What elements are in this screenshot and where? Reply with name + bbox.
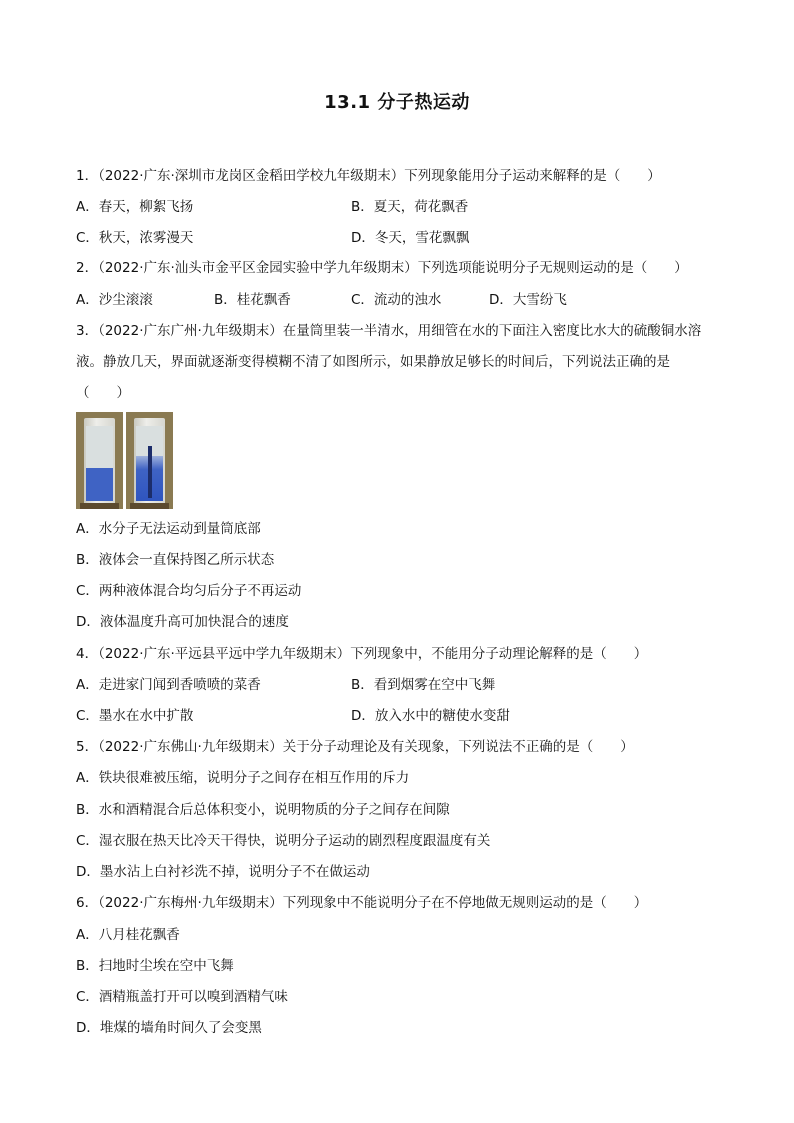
question-2-stem: 2．（2022·广东·汕头市金平区金园实验中学九年级期末）下列选项能说明分子无规则运动的是（ ） — [76, 260, 688, 276]
question-2-option-d: D．大雪纷飞 — [489, 292, 567, 308]
question-6-option-a: A．八月桂花飘香 — [76, 927, 180, 943]
question-4-option-d: D．放入水中的糖使水变甜 — [351, 708, 510, 724]
question-2-option-c: C．流动的浊水 — [351, 292, 442, 308]
question-5-option-a: A．铁块很难被压缩，说明分子之间存在相互作用的斥力 — [76, 770, 410, 786]
question-5-option-d: D．墨水沾上白衬衫洗不掉，说明分子不在做运动 — [76, 864, 370, 880]
cylinder-photo-yi — [126, 412, 173, 509]
question-2-option-a: A．沙尘滚滚 — [76, 292, 153, 308]
question-1-option-d: D．冬天，雪花飘飘 — [351, 230, 470, 246]
question-3-stem-line-2: 液。静放几天，界面就逐渐变得模糊不清了如图所示，如果静放足够长的时间后，下列说法正确的是 — [76, 354, 670, 370]
question-1-stem: 1．（2022·广东·深圳市龙岗区金稻田学校九年级期末）下列现象能用分子运动来解释的是（ ） — [76, 168, 661, 184]
question-4-option-b: B．看到烟雾在空中飞舞 — [351, 677, 496, 693]
question-6-option-d: D．堆煤的墙角时间久了会变黑 — [76, 1020, 262, 1036]
question-3-option-c: C．两种液体混合均匀后分子不再运动 — [76, 583, 302, 599]
question-5-option-c: C．湿衣服在热天比冷天干得快，说明分子运动的剧烈程度跟温度有关 — [76, 833, 491, 849]
question-1-option-b: B．夏天，荷花飘香 — [351, 199, 469, 215]
question-1-option-c: C．秋天，浓雾漫天 — [76, 230, 194, 246]
question-1-option-a: A．春天，柳絮飞扬 — [76, 199, 194, 215]
question-4-option-c: C．墨水在水中扩散 — [76, 708, 194, 724]
question-6-option-b: B．扫地时尘埃在空中飞舞 — [76, 958, 234, 974]
question-3-stem-line-3: （ ） — [76, 385, 130, 401]
question-6-stem: 6．（2022·广东梅州·九年级期末）下列现象中不能说明分子在不停地做无规则运动的是（ ） — [76, 895, 648, 911]
question-3-option-a: A．水分子无法运动到量筒底部 — [76, 521, 261, 537]
question-3-stem-line-1: 3．（2022·广东广州·九年级期末）在量筒里装一半清水，用细管在水的下面注入密度比水大的硫酸铜水溶 — [76, 323, 702, 339]
question-4-option-a: A．走进家门闻到香喷喷的菜香 — [76, 677, 261, 693]
graduated-cylinder-photo — [76, 412, 173, 509]
question-4-stem: 4．（2022·广东·平远县平远中学九年级期末）下列现象中，不能用分子动理论解释的是（ ） — [76, 646, 648, 662]
question-2-option-b: B．桂花飘香 — [214, 292, 291, 308]
cylinder-photo-jia — [76, 412, 123, 509]
question-3-option-b: B．液体会一直保持图乙所示状态 — [76, 552, 275, 568]
question-6-option-c: C．酒精瓶盖打开可以嗅到酒精气味 — [76, 989, 288, 1005]
question-3-option-d: D．液体温度升高可加快混合的速度 — [76, 614, 289, 630]
question-5-stem: 5．（2022·广东佛山·九年级期末）关于分子动理论及有关现象，下列说法不正确的是（ ） — [76, 739, 634, 755]
document-title: 13.1 分子热运动 — [324, 92, 470, 113]
question-5-option-b: B．水和酒精混合后总体积变小，说明物质的分子之间存在间隙 — [76, 802, 450, 818]
